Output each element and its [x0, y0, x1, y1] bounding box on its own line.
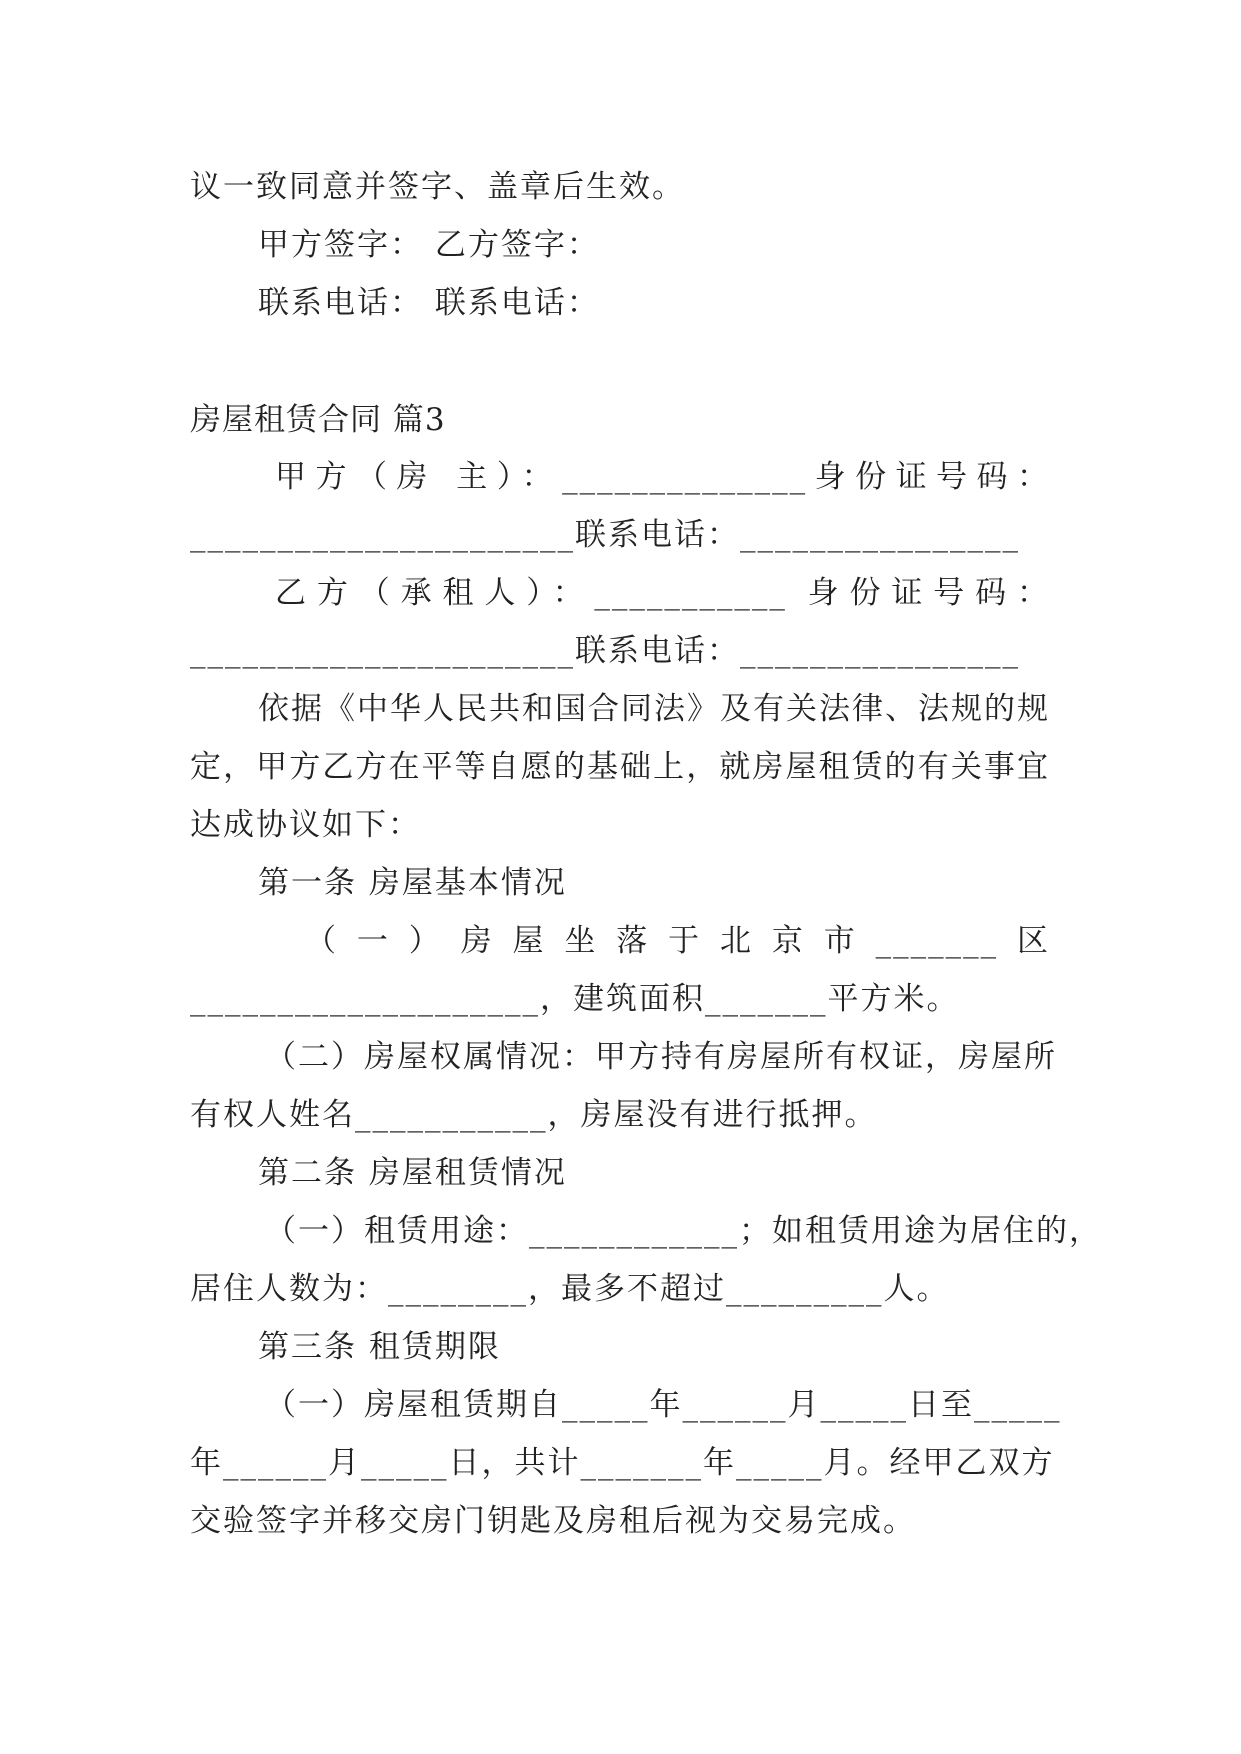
text-line: 交验签字并移交房门钥匙及房租后视为交易完成。	[190, 1503, 916, 1539]
article-heading: 第一条 房屋基本情况	[258, 865, 567, 901]
signature-line: 甲方签字： 乙方签字：	[258, 227, 600, 263]
phone-line: 联系电话： 联系电话：	[258, 285, 600, 321]
text-line: 定，甲方乙方在平等自愿的基础上，就房屋租赁的有关事宜	[190, 749, 1050, 785]
text-line: （一）房屋租赁期自_____年______月_____日至_____	[265, 1387, 1062, 1423]
party-b-line: 乙方（承租人）：___________ 身份证号码：	[275, 575, 1050, 611]
party-a-line: 甲方（房 主）：______________身份证号码：	[275, 459, 1050, 495]
party-b-phone-line: ______________________联系电话：________________	[190, 633, 1020, 669]
text-line: 达成协议如下：	[190, 807, 421, 843]
text-line: （二）房屋权属情况：甲方持有房屋所有权证，房屋所	[265, 1039, 1057, 1075]
article-heading: 第三条 租赁期限	[258, 1329, 501, 1365]
text-line: 有权人姓名___________，房屋没有进行抵押。	[190, 1097, 878, 1133]
text-line: （一）租赁用途：____________；如租赁用途为居住的，	[265, 1213, 1102, 1249]
text-line: 依据《中华人民共和国合同法》及有关法律、法规的规	[258, 691, 1050, 727]
party-a-phone-line: ______________________联系电话：________________	[190, 517, 1020, 553]
text-line: 议一致同意并签字、盖章后生效。	[190, 169, 685, 205]
text-line: ____________________，建筑面积_______平方米。	[190, 981, 960, 1017]
text-line: （一）房屋坐落于北京市_______区	[305, 923, 1050, 959]
text-line: 年______月_____日，共计_______年_____月。经甲乙双方	[190, 1445, 1055, 1481]
section-title: 房屋租赁合同 篇3	[190, 402, 446, 438]
article-heading: 第二条 房屋租赁情况	[258, 1155, 567, 1191]
text-line: 居住人数为：________，最多不超过_________人。	[190, 1271, 950, 1307]
